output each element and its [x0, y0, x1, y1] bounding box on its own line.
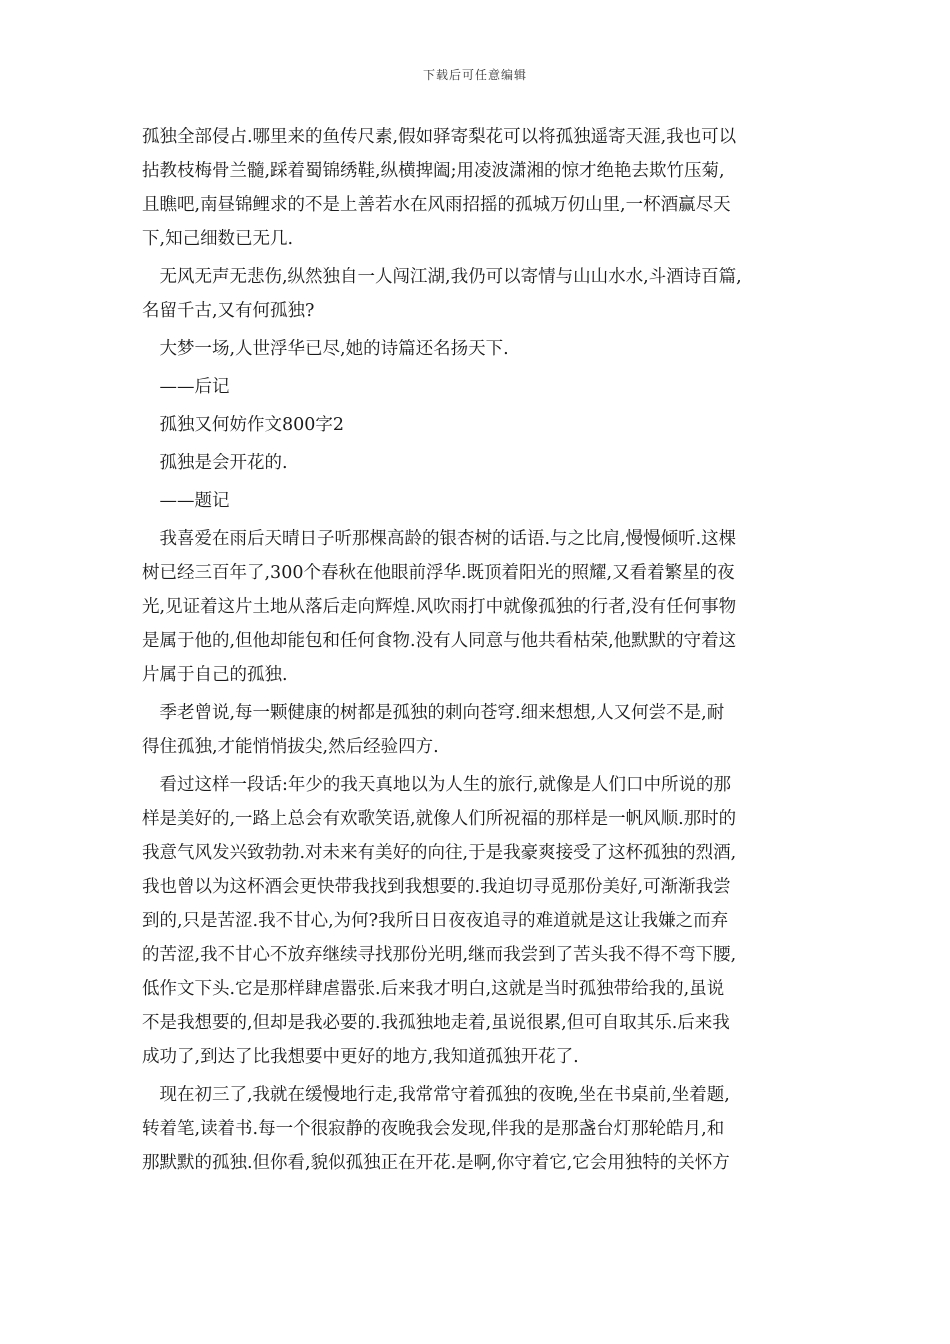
page-header: 下载后可任意编辑 [422, 68, 527, 82]
paragraph [142, 408, 812, 442]
paragraph [142, 120, 812, 256]
text-line: 低作文下头.它是那样肆虐嚣张.后来我才明白,这就是当时孤独带给我的,虽说 [142, 979, 725, 999]
text-line: 到的,只是苦涩.我不甘心,为何?我所日日夜夜追寻的难道就是这让我嫌之而弃 [142, 911, 729, 931]
text-line: 孤独全部侵占.哪里来的鱼传尺素,假如驿寄梨花可以将孤独遥寄天涯,我也可以 [142, 127, 737, 147]
text-line: 孤独又何妨作文800字2 [159, 415, 345, 435]
text-line: 转着笔,读着书.每一个很寂静的夜晚我会发现,伴我的是那盏台灯那轮皓月,和 [142, 1119, 725, 1139]
text-line: ——后记 [159, 377, 230, 397]
text-line: 名留千古,又有何孤独? [142, 301, 315, 321]
text-line: 片属于自己的孤独. [142, 665, 288, 685]
text-line: 拈教枝梅骨兰髓,踩着蜀锦绣鞋,纵横捭阖;用凌波潇湘的惊才绝艳去欺竹压菊, [142, 161, 725, 181]
text-line: ——题记 [159, 491, 230, 511]
text-line: 看过这样一段话:年少的我天真地以为人生的旅行,就像是人们口中所说的那 [159, 775, 731, 795]
text-line: 树已经三百年了,300个春秋在他眼前浮华.既顶着阳光的照耀,又看着繁星的夜 [142, 563, 735, 583]
text-line: 大梦一场,人世浮华已尽,她的诗篇还名扬天下. [159, 339, 509, 359]
text-line: 下,知己细数已无几. [142, 229, 294, 249]
paragraph [142, 332, 812, 366]
paragraph [142, 370, 812, 404]
text-line: 现在初三了,我就在缓慢地行走,我常常守着孤独的夜晚,坐在书桌前,坐着题, [159, 1085, 730, 1105]
text-line: 成功了,到达了比我想要中更好的地方,我知道孤独开花了. [142, 1047, 579, 1067]
paragraph [142, 260, 812, 328]
text-line: 那默默的孤独.但你看,貌似孤独正在开花.是啊,你守着它,它会用独特的关怀方 [142, 1153, 730, 1173]
text-line: 光,见证着这片土地从落后走向辉煌.风吹雨打中就像孤独的行者,没有任何事物 [142, 597, 737, 617]
text-line: 且瞧吧,南昼锦鲤求的不是上善若水在风雨招摇的孤城万仞山里,一杯酒赢尽天 [142, 195, 731, 215]
text-line: 我喜爱在雨后天晴日子听那棵高龄的银杏树的话语.与之比肩,慢慢倾听.这棵 [159, 529, 737, 549]
text-line: 的苦涩,我不甘心不放弃继续寻找那份光明,继而我尝到了苦头我不得不弯下腰, [142, 945, 737, 965]
text-line: 是属于他的,但他却能包和任何食物.没有人同意与他共看枯荣,他默默的守着这 [142, 631, 737, 651]
paragraph [142, 522, 812, 692]
document-body [142, 120, 812, 1184]
text-line: 不是我想要的,但却是我必要的.我孤独地走着,虽说很累,但可自取其乐.后来我 [142, 1013, 730, 1033]
paragraph [142, 1078, 812, 1180]
paragraph [142, 484, 812, 518]
text-line: 孤独是会开花的. [159, 453, 288, 473]
text-line: 季老曾说,每一颗健康的树都是孤独的刺向苍穹.细来想想,人又何尝不是,耐 [159, 703, 725, 723]
paragraph [142, 446, 812, 480]
paragraph [142, 768, 812, 1074]
text-line: 样是美好的,一路上总会有欢歌笑语,就像人们所祝福的那样是一帆风顺.那时的 [142, 809, 737, 829]
text-line: 我意气风发兴致勃勃.对未来有美好的向往,于是我豪爽接受了这杯孤独的烈酒, [142, 843, 737, 863]
text-line: 得住孤独,才能悄悄拔尖,然后经验四方. [142, 737, 439, 757]
paragraph [142, 696, 812, 764]
text-line: 无风无声无悲伤,纵然独自一人闯江湖,我仍可以寄情与山山水水,斗酒诗百篇, [159, 267, 742, 287]
text-line: 我也曾以为这杯酒会更快带我找到我想要的.我迫切寻觅那份美好,可渐渐我尝 [142, 877, 731, 897]
